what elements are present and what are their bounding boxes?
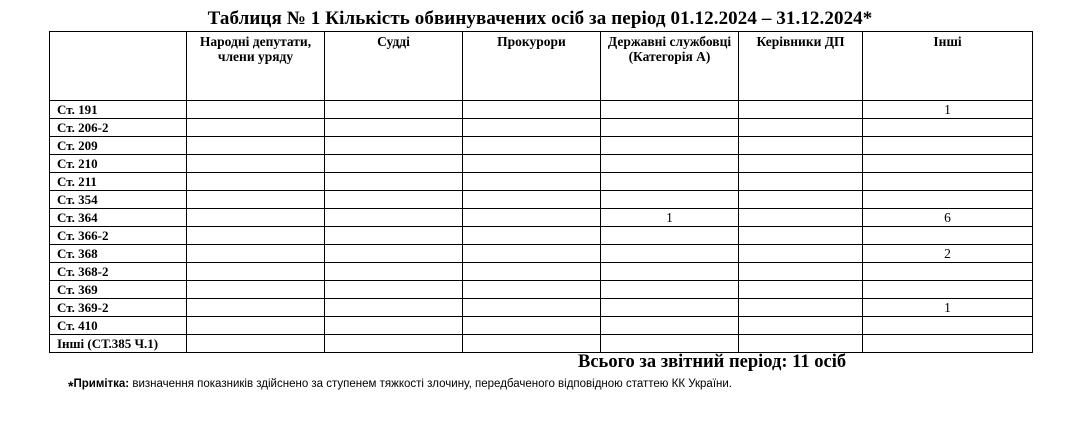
table-cell bbox=[601, 335, 739, 353]
table-cell bbox=[463, 299, 601, 317]
footnote-text: визначення показників здійснено за ступенем тяжкості злочину, передбаченого відповідною статтею КК України. bbox=[129, 378, 732, 390]
table-cell bbox=[325, 281, 463, 299]
table-cell bbox=[325, 191, 463, 209]
header-cell-judges: Судді bbox=[325, 32, 463, 101]
table-cell: 6 bbox=[863, 209, 1033, 227]
table-cell bbox=[325, 137, 463, 155]
table-cell bbox=[601, 245, 739, 263]
table-cell bbox=[739, 101, 863, 119]
row-label: Ст. 210 bbox=[50, 155, 187, 173]
table-cell bbox=[325, 173, 463, 191]
table-cell bbox=[187, 137, 325, 155]
table-cell bbox=[739, 335, 863, 353]
table-cell bbox=[463, 137, 601, 155]
table-cell bbox=[463, 227, 601, 245]
table-row bbox=[50, 317, 1033, 335]
row-label: Ст. 369 bbox=[50, 281, 187, 299]
table-cell: 2 bbox=[863, 245, 1033, 263]
table-row bbox=[50, 191, 1033, 209]
table-cell bbox=[187, 263, 325, 281]
row-label: Ст. 209 bbox=[50, 137, 187, 155]
table-cell bbox=[187, 317, 325, 335]
table-cell bbox=[463, 209, 601, 227]
table-cell bbox=[863, 191, 1033, 209]
table-cell bbox=[601, 317, 739, 335]
header-cell-deputies: Народні депутати, члени уряду bbox=[187, 32, 325, 101]
table-cell bbox=[187, 101, 325, 119]
header-row bbox=[50, 32, 1033, 101]
table-cell bbox=[601, 101, 739, 119]
table-cell bbox=[739, 191, 863, 209]
footnote-label: Примітка: bbox=[73, 378, 130, 390]
table-cell bbox=[863, 137, 1033, 155]
row-label: Ст. 191 bbox=[50, 101, 187, 119]
row-label: Ст. 368-2 bbox=[50, 263, 187, 281]
table-cell bbox=[739, 227, 863, 245]
row-label: Ст. 364 bbox=[50, 209, 187, 227]
table-cell bbox=[325, 101, 463, 119]
table-cell bbox=[601, 119, 739, 137]
table-cell: 1 bbox=[863, 101, 1033, 119]
table-cell bbox=[739, 173, 863, 191]
table-cell bbox=[739, 245, 863, 263]
table-cell bbox=[187, 173, 325, 191]
table-cell bbox=[863, 317, 1033, 335]
table-row bbox=[50, 299, 1033, 317]
table-cell bbox=[187, 227, 325, 245]
table-cell bbox=[863, 335, 1033, 353]
table-cell bbox=[325, 245, 463, 263]
table-row bbox=[50, 137, 1033, 155]
header-cell-state-enterprise-heads: Керівники ДП bbox=[739, 32, 863, 101]
table-cell bbox=[187, 155, 325, 173]
table-cell bbox=[463, 317, 601, 335]
table-cell bbox=[463, 119, 601, 137]
table-cell bbox=[463, 335, 601, 353]
header-cell-prosecutors: Прокурори bbox=[463, 32, 601, 101]
table-cell bbox=[325, 227, 463, 245]
table-row bbox=[50, 245, 1033, 263]
table-cell bbox=[187, 191, 325, 209]
header-cell-civil-servants: Державні службовці (Категорія А) bbox=[601, 32, 739, 101]
table-cell bbox=[325, 317, 463, 335]
table-cell bbox=[863, 155, 1033, 173]
table-cell: 1 bbox=[601, 209, 739, 227]
table-cell bbox=[739, 317, 863, 335]
table-cell bbox=[601, 281, 739, 299]
total-summary: Всього за звітний період: 11 осіб bbox=[578, 352, 847, 372]
table-cell bbox=[463, 281, 601, 299]
table-cell bbox=[187, 299, 325, 317]
table-cell bbox=[325, 209, 463, 227]
table-cell bbox=[463, 155, 601, 173]
row-label: Інші (СТ.385 Ч.1) bbox=[50, 335, 187, 353]
table-cell bbox=[187, 119, 325, 137]
table-cell bbox=[739, 263, 863, 281]
table-cell bbox=[739, 299, 863, 317]
table-row bbox=[50, 335, 1033, 353]
table-cell bbox=[863, 263, 1033, 281]
table-cell bbox=[601, 263, 739, 281]
row-label: Ст. 366-2 bbox=[50, 227, 187, 245]
table-cell bbox=[601, 173, 739, 191]
row-label: Ст. 369-2 bbox=[50, 299, 187, 317]
table-row bbox=[50, 209, 1033, 227]
table-cell bbox=[739, 209, 863, 227]
row-label: Ст. 354 bbox=[50, 191, 187, 209]
table-cell bbox=[463, 245, 601, 263]
table-cell bbox=[863, 281, 1033, 299]
table-row bbox=[50, 281, 1033, 299]
row-label: Ст. 206-2 bbox=[50, 119, 187, 137]
table-cell bbox=[601, 191, 739, 209]
row-label: Ст. 410 bbox=[50, 317, 187, 335]
table-cell bbox=[739, 281, 863, 299]
table-cell bbox=[601, 227, 739, 245]
table-cell bbox=[601, 155, 739, 173]
table-row bbox=[50, 173, 1033, 191]
footnote bbox=[68, 378, 732, 394]
table-cell bbox=[739, 137, 863, 155]
table-cell bbox=[463, 101, 601, 119]
table-cell bbox=[601, 137, 739, 155]
table-row bbox=[50, 101, 1033, 119]
table-cell bbox=[601, 299, 739, 317]
footnote-star: * bbox=[68, 378, 74, 394]
table-cell bbox=[325, 119, 463, 137]
table-row bbox=[50, 119, 1033, 137]
table-cell bbox=[187, 209, 325, 227]
table-cell: 1 bbox=[863, 299, 1033, 317]
header-cell-empty bbox=[50, 32, 187, 101]
table-row bbox=[50, 227, 1033, 245]
table-cell bbox=[187, 245, 325, 263]
table-cell bbox=[325, 263, 463, 281]
table-cell bbox=[863, 173, 1033, 191]
accused-persons-table bbox=[49, 31, 1033, 353]
row-label: Ст. 368 bbox=[50, 245, 187, 263]
table-cell bbox=[325, 299, 463, 317]
table-body bbox=[50, 101, 1033, 353]
table-cell bbox=[739, 155, 863, 173]
table-title: Таблиця № 1 Кількість обвинувачених осіб за період 01.12.2024 – 31.12.2024* bbox=[207, 8, 873, 29]
table-cell bbox=[187, 281, 325, 299]
table-row bbox=[50, 263, 1033, 281]
table-cell bbox=[463, 173, 601, 191]
header-cell-others: Інші bbox=[863, 32, 1033, 101]
table-cell bbox=[325, 155, 463, 173]
table-cell bbox=[863, 119, 1033, 137]
table-cell bbox=[739, 119, 863, 137]
table-row bbox=[50, 155, 1033, 173]
table-cell bbox=[463, 263, 601, 281]
row-label: Ст. 211 bbox=[50, 173, 187, 191]
table-cell bbox=[187, 335, 325, 353]
table-cell bbox=[325, 335, 463, 353]
table-cell bbox=[463, 191, 601, 209]
table-cell bbox=[863, 227, 1033, 245]
